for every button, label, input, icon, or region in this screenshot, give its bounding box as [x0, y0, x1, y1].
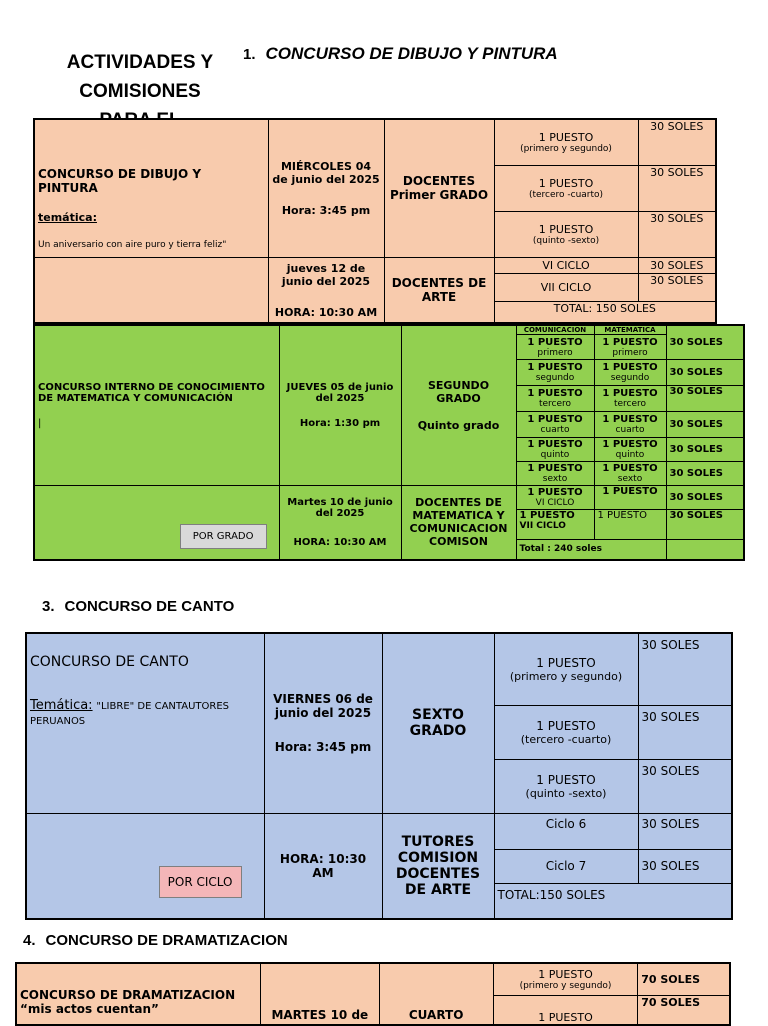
date-cell-1: VIERNES 06 de junio del 2025 Hora: 3:45 pm — [264, 633, 382, 813]
com-cell: 1 PUESTO sexto — [516, 462, 594, 486]
prize-amount: 30 SOLES — [638, 633, 732, 705]
com-cell: 1 PUESTO cuarto — [516, 412, 594, 438]
com-cell: 1 PUESTO VII CICLO — [516, 510, 594, 540]
prize-amount: 30 SOLES — [638, 759, 732, 813]
drawing-contest-table — [33, 118, 717, 324]
contest-name-cell: CONCURSO INTERNO DE CONOCIMIENTO DE MATEMATICA Y COMUNICACIÓN | — [34, 325, 279, 486]
mat-cell: 1 PUESTO — [594, 486, 666, 510]
responsible-cell-1: CUARTO — [379, 963, 493, 1025]
singing-contest-table — [25, 632, 733, 920]
prize-amount: 30 SOLES — [638, 273, 716, 301]
responsible-cell-2: DOCENTES DE ARTE — [384, 257, 494, 323]
prize-amount: 70 SOLES — [638, 995, 730, 1025]
por-grado-button[interactable]: POR GRADO — [180, 524, 267, 549]
prize-amount: 30 SOLES — [638, 119, 716, 165]
total-cell: TOTAL: 150 SOLES — [494, 301, 716, 323]
prize-place: Ciclo 6 — [494, 813, 638, 849]
date-cell-2: Martes 10 de junio del 2025 HORA: 10:30 AM — [279, 486, 401, 560]
page-title: ACTIVIDADES Y COMISIONES — [66, 52, 214, 102]
com-cell: 1 PUESTO VI CICLO — [516, 486, 594, 510]
prize-amount: 30 SOLES — [638, 849, 732, 883]
com-cell: 1 PUESTO quinto — [516, 438, 594, 462]
prize-place: Ciclo 7 — [494, 849, 638, 883]
prize-amount: 70 SOLES — [638, 963, 730, 995]
com-cell: 1 PUESTO segundo — [516, 360, 594, 386]
prize-amount: 30 SOLES — [666, 510, 744, 540]
prize-place: VII CICLO — [494, 273, 638, 301]
responsible-cell-1: SEGUNDO GRADO Quinto grado — [401, 325, 516, 486]
section1-heading: 1. CONCURSO DE DIBUJO Y PINTURA — [243, 44, 558, 63]
contest-name-cell: CONCURSO DE DRAMATIZACION “mis actos cuentan” — [16, 963, 261, 1025]
prize-amount: 30 SOLES — [666, 462, 744, 486]
col-header-comunicacion: COMUNICACION — [516, 325, 594, 335]
responsible-cell-2: DOCENTES DE MATEMATICA Y COMUNICACION COMISON — [401, 486, 516, 560]
prize-amount: 30 SOLES — [666, 412, 744, 438]
date-cell-1: JUEVES 05 de junio del 2025 Hora: 1:30 pm — [279, 325, 401, 486]
mat-cell: 1 PUESTO quinto — [594, 438, 666, 462]
prize-place: 1 PUESTO (tercero -cuarto) — [494, 165, 638, 211]
prize-place: 1 PUESTO (tercero -cuarto) — [494, 705, 638, 759]
col-header-matematica: MATEMATICA — [594, 325, 666, 335]
prize-amount: 30 SOLES — [638, 813, 732, 849]
com-cell: 1 PUESTO primero — [516, 335, 594, 360]
por-ciclo-button[interactable]: POR CICLO — [159, 866, 242, 898]
date-cell-1: MIÉRCOLES 04 de junio del 2025 Hora: 3:45 pm — [268, 119, 384, 257]
mat-cell: 1 PUESTO segundo — [594, 360, 666, 386]
prize-amount: 30 SOLES — [638, 165, 716, 211]
date-cell-2: jueves 12 de junio del 2025 HORA: 10:30 AM — [268, 257, 384, 323]
prize-amount: 30 SOLES — [666, 386, 744, 412]
prize-amount: 30 SOLES — [638, 211, 716, 257]
section4-heading: 4. CONCURSO DE DRAMATIZACION — [23, 932, 288, 949]
mat-cell: 1 PUESTO tercero — [594, 386, 666, 412]
prize-amount: 30 SOLES — [666, 486, 744, 510]
mat-cell: 1 PUESTO primero — [594, 335, 666, 360]
prize-place: 1 PUESTO — [493, 995, 637, 1025]
prize-place: VI CICLO — [494, 257, 638, 273]
prize-amount: 30 SOLES — [666, 325, 744, 360]
prize-place: 1 PUESTO (primero y segundo) — [493, 963, 637, 995]
prize-place: 1 PUESTO (primero y segundo) — [494, 119, 638, 165]
drama-contest-table — [15, 962, 731, 1026]
knowledge-contest-table — [33, 324, 745, 561]
responsible-cell-2: TUTORES COMISION DOCENTES DE ARTE — [382, 813, 494, 919]
contest-name-cell-cont — [34, 486, 279, 560]
responsible-cell-1: DOCENTES Primer GRADO — [384, 119, 494, 257]
prize-amount: 30 SOLES — [638, 257, 716, 273]
prize-place: 1 PUESTO (quinto -sexto) — [494, 759, 638, 813]
prize-amount: 30 SOLES — [666, 438, 744, 462]
prize-amount: 30 SOLES — [638, 705, 732, 759]
contest-name-cell: CONCURSO DE CANTO Temática: "LIBRE" DE CANTAUTORES PERUANOS — [26, 633, 264, 813]
mat-cell: 1 PUESTO cuarto — [594, 412, 666, 438]
com-cell: 1 PUESTO tercero — [516, 386, 594, 412]
date-cell-2: HORA: 10:30 AM — [264, 813, 382, 919]
prize-place: 1 PUESTO (quinto -sexto) — [494, 211, 638, 257]
empty-cell — [666, 540, 744, 560]
date-cell-1: MARTES 10 de — [261, 963, 379, 1025]
prize-amount: 30 SOLES — [666, 360, 744, 386]
total-cell: Total : 240 soles — [516, 540, 666, 560]
contest-name-cell-cont — [34, 257, 268, 323]
mat-cell: 1 PUESTO sexto — [594, 462, 666, 486]
contest-name-cell: CONCURSO DE DIBUJO Y PINTURA temática: Un aniversario con aire puro y tierra feliz" — [34, 119, 268, 257]
total-cell: TOTAL:150 SOLES — [494, 883, 732, 919]
contest-name-cell-cont — [26, 813, 264, 919]
prize-place: 1 PUESTO (primero y segundo) — [494, 633, 638, 705]
section3-heading: 3. CONCURSO DE CANTO — [42, 598, 235, 615]
responsible-cell-1: SEXTO GRADO — [382, 633, 494, 813]
mat-cell: 1 PUESTO — [594, 510, 666, 540]
